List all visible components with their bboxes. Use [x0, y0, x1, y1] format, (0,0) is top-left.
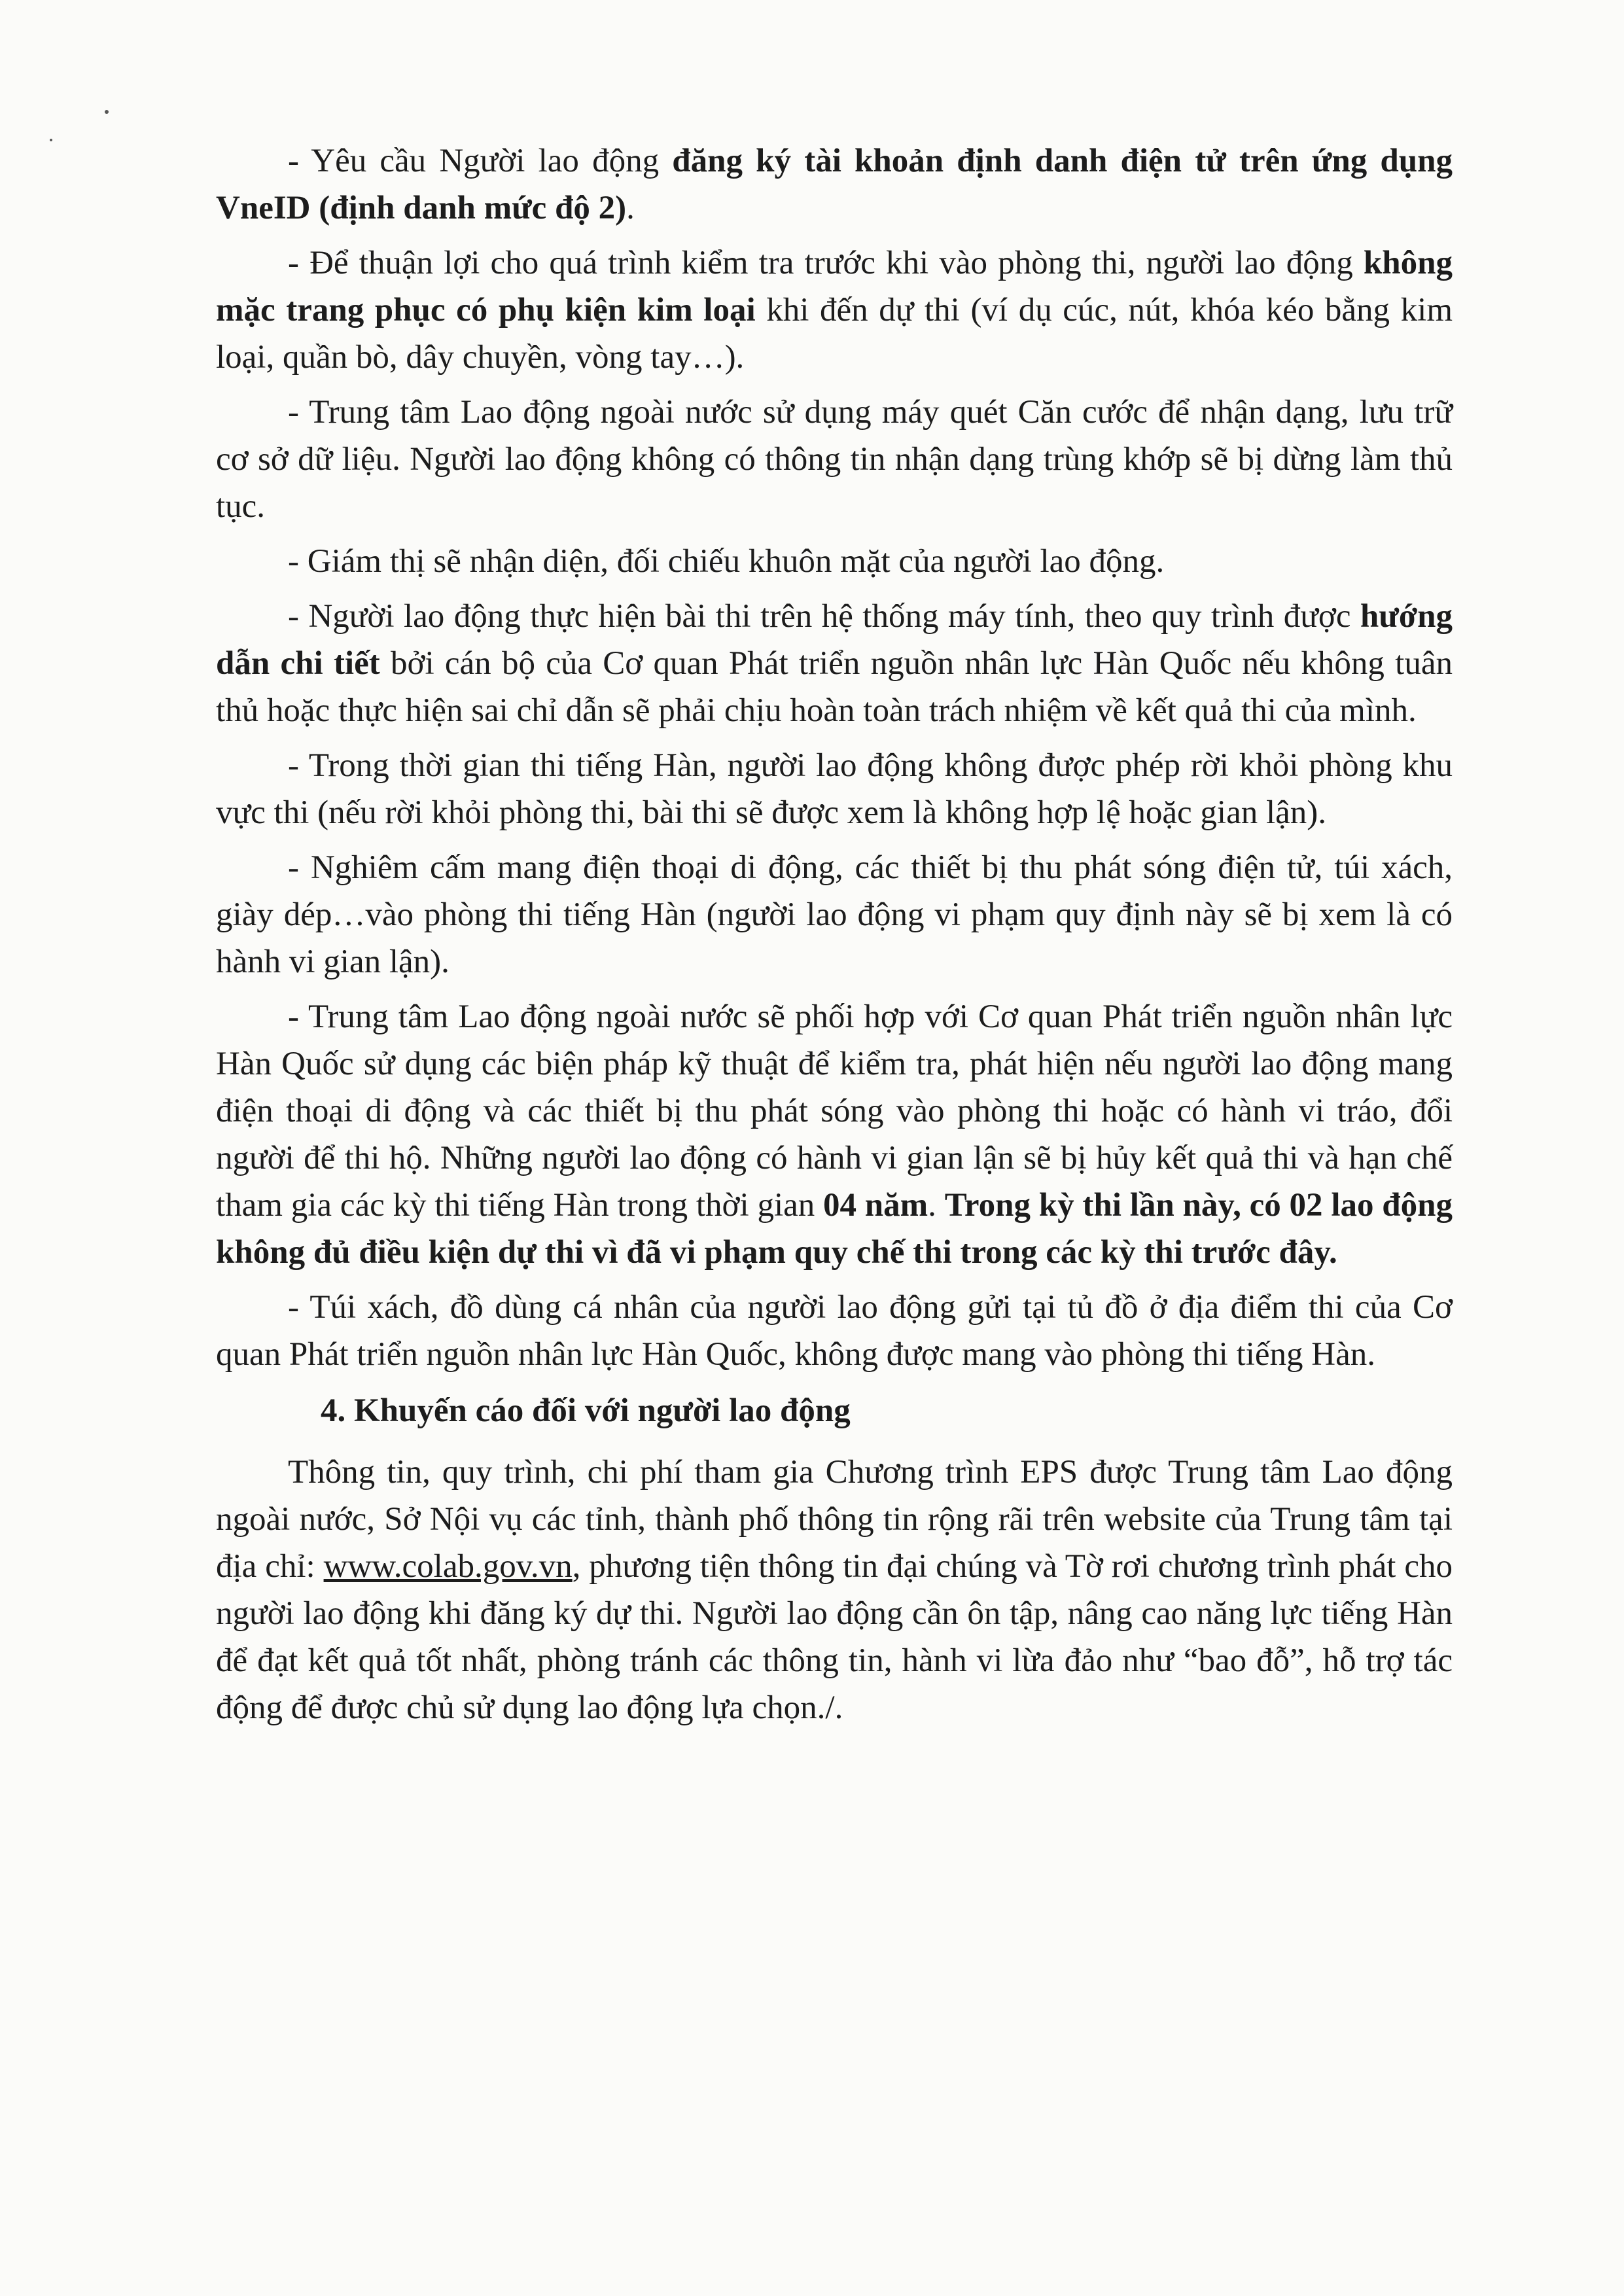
document-page	[216, 137, 1453, 1739]
bold-text: hướng dẫn chi tiết	[216, 598, 1453, 682]
text-segment: - Túi xách, đồ dùng cá nhân của người lao động gửi tại tủ đồ ở địa điểm thi của Cơ quan Phát triển nguồn nhân lực Hàn Quốc, không được mang vào phòng thi tiếng Hàn.	[216, 1289, 1453, 1373]
paragraph-p8	[216, 993, 1453, 1276]
section-paragraphs	[216, 1449, 1453, 1731]
text-segment: khi đến dự thi (ví dụ cúc, nút, khóa kéo bằng kim loại, quần bò, dây chuyền, vòng tay…).	[216, 292, 1453, 376]
text-segment: - Nghiêm cấm mang điện thoại di động, các thiết bị thu phát sóng điện tử, túi xách, giày dép…vào phòng thi tiếng Hàn (người lao động vi phạm quy định này sẽ bị xem là có hành vi gian lận).	[216, 849, 1453, 980]
paragraph-p7	[216, 844, 1453, 985]
text-segment: .	[928, 1187, 945, 1224]
paragraph-p2	[216, 239, 1453, 381]
text-segment: - Yêu cầu Người lao động	[288, 143, 673, 179]
text-segment: bởi cán bộ của Cơ quan Phát triển nguồn nhân lực Hàn Quốc nếu không tuân thủ hoặc thực hiện sai chỉ dẫn sẽ phải chịu hoàn toàn trách nhiệm về kết quả thi của mình.	[216, 645, 1453, 729]
paragraph-p1	[216, 137, 1453, 232]
scan-speck	[105, 110, 109, 114]
paragraph-p4	[216, 538, 1453, 585]
text-segment: - Giám thị sẽ nhận diện, đối chiếu khuôn mặt của người lao động.	[288, 543, 1165, 580]
bold-text: không mặc trang phục có phụ kiện kim loại	[216, 245, 1453, 328]
text-segment: - Để thuận lợi cho quá trình kiểm tra trước khi vào phòng thi, người lao động	[288, 245, 1364, 281]
paragraph-p10	[216, 1449, 1453, 1731]
website-link[interactable]: www.colab.gov.vn	[323, 1548, 573, 1585]
text-segment: - Trung tâm Lao động ngoài nước sẽ phối hợp với Cơ quan Phát triển nguồn nhân lực Hàn Quốc sử dụng các biện pháp kỹ thuật để kiểm tra, phát hiện nếu người lao động mang điện thoại di động và các thiết bị thu phát sóng vào phòng thi hoặc có hành vi tráo, đổi người để thi hộ. Những người lao động có hành vi gian lận sẽ bị hủy kết quả thi và hạn chế tham gia các kỳ thi tiếng Hàn trong thời gian	[216, 998, 1453, 1224]
text-segment: - Trung tâm Lao động ngoài nước sử dụng máy quét Căn cước để nhận dạng, lưu trữ cơ sở dữ liệu. Người lao động không có thông tin nhận dạng trùng khớp sẽ bị dừng làm thủ tục.	[216, 394, 1453, 525]
bold-text: 04 năm	[823, 1187, 928, 1224]
paragraph-p5	[216, 593, 1453, 734]
paragraph-p9	[216, 1284, 1453, 1378]
scan-speck	[50, 139, 52, 141]
bold-text: Trong kỳ thi lần này, có 02 lao động không đủ điều kiện dự thi vì đã vi phạm quy chế thi trong các kỳ thi trước đây.	[216, 1187, 1453, 1271]
paragraph-p6	[216, 742, 1453, 836]
text-segment: - Người lao động thực hiện bài thi trên hệ thống máy tính, theo quy trình được	[288, 598, 1360, 635]
section-heading: 4. Khuyến cáo đối với người lao động	[321, 1392, 851, 1429]
text-segment: , phương tiện thông tin đại chúng và Tờ rơi chương trình phát cho người lao động khi đăng ký dự thi. Người lao động cần ôn tập, nâng cao năng lực tiếng Hàn để đạt kết quả tốt nhất, phòng tránh các thông tin, hành vi lừa đảo như “bao đỗ”, hỗ trợ tác động để được chủ sử dụng lao động lựa chọn./.	[216, 1548, 1453, 1726]
body-paragraphs	[216, 137, 1453, 1378]
paragraph-p3	[216, 389, 1453, 530]
text-segment: - Trong thời gian thi tiếng Hàn, người lao động không được phép rời khỏi phòng khu vực thi (nếu rời khỏi phòng thi, bài thi sẽ được xem là không hợp lệ hoặc gian lận).	[216, 747, 1453, 831]
text-segment: Thông tin, quy trình, chi phí tham gia Chương trình EPS được Trung tâm Lao động ngoài nước, Sở Nội vụ các tỉnh, thành phố thông tin rộng rãi trên website của Trung tâm tại địa chỉ:	[216, 1454, 1453, 1585]
bold-text: đăng ký tài khoản định danh điện tử trên ứng dụng VneID (định danh mức độ 2)	[216, 143, 1453, 226]
text-segment: .	[626, 190, 635, 226]
